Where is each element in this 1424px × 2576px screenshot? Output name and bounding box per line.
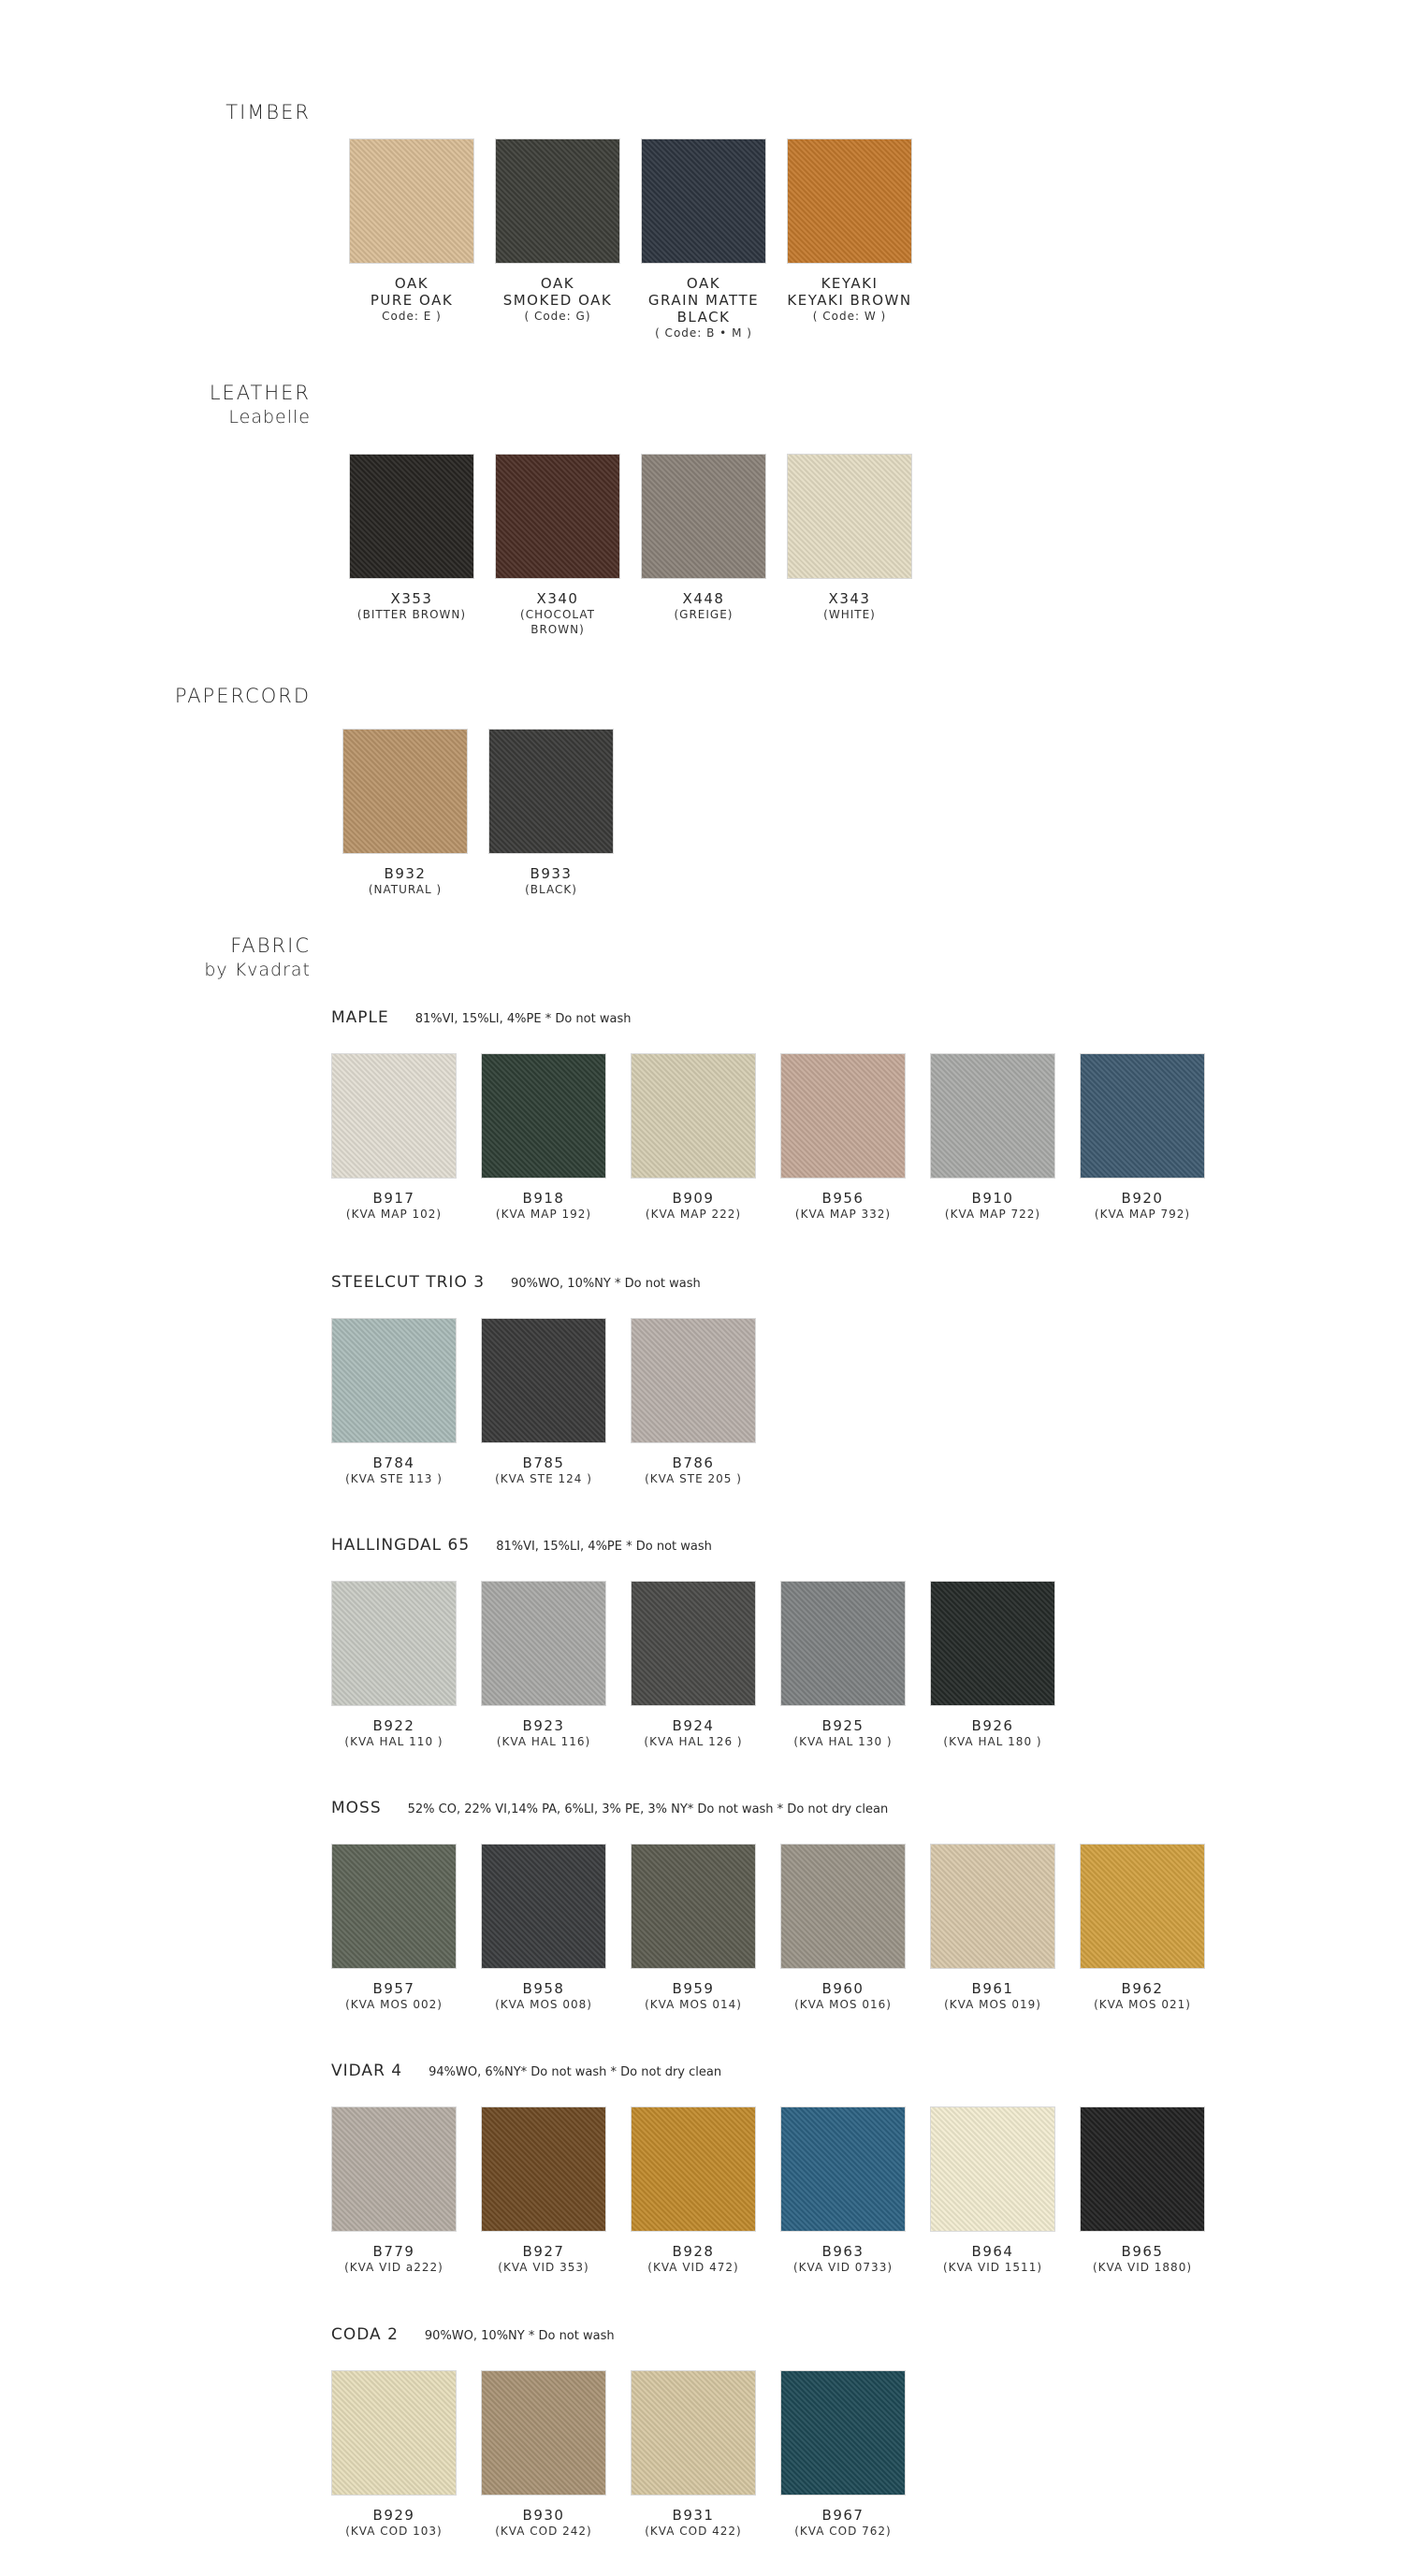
fabric-b959-tile (630, 1844, 757, 2012)
fabric-b909-label-2: (KVA MAP 222) (645, 1208, 742, 1221)
fabric-group-name: MAPLE (331, 1008, 389, 1027)
timber-pure-oak-label-1: OAK (394, 275, 429, 292)
fabric-b909-swatch (631, 1053, 756, 1179)
fabric-b928-label-1: B928 (672, 2243, 715, 2260)
leather-x448-tile (640, 454, 767, 622)
fabric-b960-swatch (780, 1844, 906, 1969)
fabric-b967-tile (779, 2370, 907, 2539)
timber-grain-matte-swatch (641, 138, 766, 264)
fabric-b965-swatch (1080, 2106, 1205, 2232)
fabric-title: FABRIC (230, 934, 311, 957)
timber-pure-oak-swatch (349, 138, 474, 264)
fabric-b926-label-1: B926 (971, 1717, 1014, 1734)
fabric-b927-label-1: B927 (522, 2243, 565, 2260)
fabric-subtitle: by Kvadrat (204, 960, 311, 980)
leather-title: LEATHER (209, 382, 311, 404)
fabric-b917-swatch (331, 1053, 457, 1179)
fabric-b784-swatch (331, 1318, 457, 1443)
fabric-b956-label-1: B956 (821, 1190, 865, 1207)
fabric-b961-tile (929, 1844, 1056, 2012)
fabric-b922-label-1: B922 (372, 1717, 415, 1734)
fabric-b910-label-2: (KVA MAP 722) (944, 1208, 1041, 1221)
fabric-group-header-steelcut-trio-3 (331, 1273, 701, 1292)
timber-pure-oak-label-2: PURE OAK (370, 292, 454, 309)
fabric-b959-label-1: B959 (672, 1980, 715, 1997)
fabric-group-composition: 94%WO, 6%NY* Do not wash * Do not dry clean (429, 2065, 722, 2079)
fabric-b920-swatch (1080, 1053, 1205, 1179)
fabric-b779-swatch (331, 2106, 457, 2232)
fabric-b925-label-2: (KVA HAL 130 ) (793, 1735, 893, 1748)
fabric-b917-label-2: (KVA MAP 102) (345, 1208, 443, 1221)
fabric-b926-swatch (930, 1581, 1055, 1706)
fabric-b928-label-2: (KVA VID 472) (647, 2261, 739, 2274)
fabric-b918-label-2: (KVA MAP 192) (495, 1208, 592, 1221)
fabric-b964-label-1: B964 (971, 2243, 1014, 2260)
fabric-b957-tile (330, 1844, 458, 2012)
leather-x448-swatch (641, 454, 766, 579)
timber-smoked-oak-label-2: SMOKED OAK (502, 292, 613, 309)
timber-grain-matte-tile (640, 138, 767, 340)
leather-x340-swatch (495, 454, 620, 579)
timber-grain-matte-label-3: BLACK (676, 309, 731, 326)
section-title-fabric (30, 933, 311, 982)
leather-x340-tile (494, 454, 621, 637)
fabric-b962-label-2: (KVA MOS 021) (1094, 1998, 1191, 2011)
fabric-b910-tile (929, 1053, 1056, 1222)
fabric-b924-swatch (631, 1581, 756, 1706)
fabric-group-name: HALLINGDAL 65 (331, 1536, 471, 1555)
fabric-b923-tile (480, 1581, 607, 1749)
fabric-b928-swatch (631, 2106, 756, 2232)
fabric-b930-label-1: B930 (522, 2507, 565, 2524)
leather-x343-label-1: X343 (828, 590, 871, 607)
fabric-b918-swatch (481, 1053, 606, 1179)
fabric-b958-tile (480, 1844, 607, 2012)
papercord-b933-label-1: B933 (530, 865, 573, 882)
fabric-b930-swatch (481, 2370, 606, 2496)
fabric-b958-label-1: B958 (522, 1980, 565, 1997)
fabric-b930-label-2: (KVA COD 242) (495, 2525, 592, 2538)
fabric-b960-label-1: B960 (821, 1980, 865, 1997)
timber-keyaki-brown-label-1: KEYAKI (821, 275, 879, 292)
fabric-b785-label-2: (KVA STE 124 ) (495, 1472, 592, 1485)
fabric-b920-label-2: (KVA MAP 792) (1094, 1208, 1191, 1221)
fabric-b962-tile (1079, 1844, 1206, 2012)
fabric-group-composition: 52% CO, 22% VI,14% PA, 6%LI, 3% PE, 3% NY* Do not wash * Do not dry clean (407, 1802, 889, 1816)
leather-x343-label-2: (WHITE) (823, 608, 876, 621)
timber-smoked-oak-label-1: OAK (540, 275, 575, 292)
leather-x343-tile (786, 454, 913, 622)
fabric-b925-label-1: B925 (821, 1717, 865, 1734)
fabric-group-name: CODA 2 (331, 2325, 399, 2344)
fabric-b960-label-2: (KVA MOS 016) (794, 1998, 892, 2011)
fabric-b923-swatch (481, 1581, 606, 1706)
fabric-group-header-hallingdal-65 (331, 1536, 712, 1555)
fabric-b967-label-2: (KVA COD 762) (794, 2525, 892, 2538)
fabric-b785-tile (480, 1318, 607, 1486)
leather-x448-label-2: (GREIGE) (674, 608, 734, 621)
papercord-b933-tile (487, 729, 615, 897)
leather-x340-label-1: X340 (536, 590, 579, 607)
fabric-group-name: STEELCUT TRIO 3 (331, 1273, 486, 1292)
fabric-group-composition: 81%VI, 15%LI, 4%PE * Do not wash (414, 1012, 632, 1026)
fabric-b959-swatch (631, 1844, 756, 1969)
fabric-b931-swatch (631, 2370, 756, 2496)
timber-pure-oak-label-3: Code: E ) (382, 310, 442, 323)
fabric-b929-label-2: (KVA COD 103) (345, 2525, 443, 2538)
fabric-b923-label-1: B923 (522, 1717, 565, 1734)
leather-x343-swatch (787, 454, 912, 579)
fabric-b786-label-1: B786 (672, 1454, 715, 1471)
fabric-b931-label-2: (KVA COD 422) (645, 2525, 742, 2538)
fabric-b961-label-1: B961 (971, 1980, 1014, 1997)
fabric-b961-swatch (930, 1844, 1055, 1969)
fabric-group-header-vidar-4 (331, 2062, 721, 2080)
fabric-b784-label-1: B784 (372, 1454, 415, 1471)
leather-x353-tile (348, 454, 475, 622)
papercord-b932-swatch (342, 729, 468, 854)
fabric-b923-label-2: (KVA HAL 116) (496, 1735, 591, 1748)
fabric-b963-swatch (780, 2106, 906, 2232)
fabric-b786-swatch (631, 1318, 756, 1443)
timber-pure-oak-tile (348, 138, 475, 324)
fabric-b910-swatch (930, 1053, 1055, 1179)
fabric-b958-swatch (481, 1844, 606, 1969)
timber-keyaki-brown-swatch (787, 138, 912, 264)
fabric-b956-label-2: (KVA MAP 332) (794, 1208, 892, 1221)
papercord-b932-tile (341, 729, 469, 897)
fabric-b917-tile (330, 1053, 458, 1222)
fabric-b922-tile (330, 1581, 458, 1749)
fabric-group-composition: 90%WO, 10%NY * Do not wash (511, 1277, 701, 1291)
fabric-b958-label-2: (KVA MOS 008) (495, 1998, 592, 2011)
fabric-b910-label-1: B910 (971, 1190, 1014, 1207)
fabric-b965-tile (1079, 2106, 1206, 2275)
fabric-b964-tile (929, 2106, 1056, 2275)
papercord-b933-label-2: (BLACK) (525, 883, 577, 896)
papercord-b933-swatch (488, 729, 614, 854)
fabric-b962-label-1: B962 (1121, 1980, 1164, 1997)
fabric-b920-label-1: B920 (1121, 1190, 1164, 1207)
fabric-b963-label-1: B963 (821, 2243, 865, 2260)
papercord-b932-label-1: B932 (384, 865, 427, 882)
fabric-b786-label-2: (KVA STE 205 ) (645, 1472, 742, 1485)
leather-x340-label-2: (CHOCOLAT (520, 608, 595, 621)
fabric-b918-tile (480, 1053, 607, 1222)
leather-x448-label-1: X448 (682, 590, 725, 607)
timber-grain-matte-label-2: GRAIN MATTE (647, 292, 760, 309)
timber-keyaki-brown-label-2: KEYAKI BROWN (787, 292, 912, 309)
fabric-b917-label-1: B917 (372, 1190, 415, 1207)
fabric-b925-tile (779, 1581, 907, 1749)
fabric-b925-swatch (780, 1581, 906, 1706)
fabric-b922-label-2: (KVA HAL 110 ) (344, 1735, 443, 1748)
fabric-b929-swatch (331, 2370, 457, 2496)
timber-smoked-oak-swatch (495, 138, 620, 264)
fabric-b962-swatch (1080, 1844, 1205, 1969)
timber-keyaki-brown-label-3: ( Code: W ) (812, 310, 887, 323)
fabric-group-header-coda-2 (331, 2325, 615, 2344)
fabric-b959-label-2: (KVA MOS 014) (645, 1998, 742, 2011)
fabric-group-name: MOSS (331, 1799, 382, 1817)
fabric-b922-swatch (331, 1581, 457, 1706)
fabric-b963-tile (779, 2106, 907, 2275)
fabric-b964-swatch (930, 2106, 1055, 2232)
fabric-group-header-moss (331, 1799, 888, 1817)
section-title-papercord: PAPERCORD (174, 685, 311, 707)
fabric-b779-label-1: B779 (372, 2243, 415, 2260)
fabric-b929-label-1: B929 (372, 2507, 415, 2524)
fabric-b930-tile (480, 2370, 607, 2539)
fabric-b960-tile (779, 1844, 907, 2012)
fabric-b927-tile (480, 2106, 607, 2275)
section-title-leather (30, 381, 311, 429)
fabric-b924-tile (630, 1581, 757, 1749)
fabric-b926-label-2: (KVA HAL 180 ) (943, 1735, 1042, 1748)
leather-x353-label-1: X353 (390, 590, 433, 607)
timber-grain-matte-label-4: ( Code: B • M ) (655, 326, 752, 340)
papercord-b932-label-2: (NATURAL ) (368, 883, 443, 896)
leather-x340-label-3: BROWN) (530, 623, 585, 636)
fabric-b967-swatch (780, 2370, 906, 2496)
fabric-b909-tile (630, 1053, 757, 1222)
fabric-b965-label-2: (KVA VID 1880) (1092, 2261, 1193, 2274)
fabric-b967-label-1: B967 (821, 2507, 865, 2524)
fabric-b957-swatch (331, 1844, 457, 1969)
timber-smoked-oak-tile (494, 138, 621, 324)
fabric-b963-label-2: (KVA VID 0733) (792, 2261, 894, 2274)
fabric-b779-tile (330, 2106, 458, 2275)
fabric-b909-label-1: B909 (672, 1190, 715, 1207)
fabric-group-composition: 81%VI, 15%LI, 4%PE * Do not wash (496, 1540, 712, 1554)
fabric-b956-tile (779, 1053, 907, 1222)
leather-subtitle: Leabelle (228, 407, 311, 427)
fabric-b931-tile (630, 2370, 757, 2539)
section-title-timber: TIMBER (225, 101, 311, 123)
leather-x353-label-2: (BITTER BROWN) (356, 608, 467, 621)
timber-keyaki-brown-tile (786, 138, 913, 324)
fabric-b964-label-2: (KVA VID 1511) (942, 2261, 1043, 2274)
fabric-group-header-maple (331, 1008, 631, 1027)
fabric-b927-swatch (481, 2106, 606, 2232)
fabric-b965-label-1: B965 (1121, 2243, 1164, 2260)
fabric-b785-swatch (481, 1318, 606, 1443)
fabric-b956-swatch (780, 1053, 906, 1179)
fabric-b785-label-1: B785 (522, 1454, 565, 1471)
fabric-group-name: VIDAR 4 (331, 2062, 403, 2080)
fabric-b784-tile (330, 1318, 458, 1486)
fabric-b957-label-1: B957 (372, 1980, 415, 1997)
fabric-b918-label-1: B918 (522, 1190, 565, 1207)
fabric-b786-tile (630, 1318, 757, 1486)
fabric-b779-label-2: (KVA VID a222) (344, 2261, 443, 2274)
fabric-b784-label-2: (KVA STE 113 ) (345, 1472, 443, 1485)
fabric-b928-tile (630, 2106, 757, 2275)
timber-grain-matte-label-1: OAK (686, 275, 721, 292)
leather-x353-swatch (349, 454, 474, 579)
fabric-b924-label-1: B924 (672, 1717, 715, 1734)
fabric-group-composition: 90%WO, 10%NY * Do not wash (424, 2329, 615, 2343)
fabric-b957-label-2: (KVA MOS 002) (345, 1998, 443, 2011)
fabric-b961-label-2: (KVA MOS 019) (944, 1998, 1041, 2011)
fabric-b929-tile (330, 2370, 458, 2539)
fabric-b927-label-2: (KVA VID 353) (498, 2261, 589, 2274)
fabric-b926-tile (929, 1581, 1056, 1749)
fabric-b931-label-1: B931 (672, 2507, 715, 2524)
fabric-b920-tile (1079, 1053, 1206, 1222)
fabric-b924-label-2: (KVA HAL 126 ) (644, 1735, 743, 1748)
timber-smoked-oak-label-3: ( Code: G) (524, 310, 591, 323)
